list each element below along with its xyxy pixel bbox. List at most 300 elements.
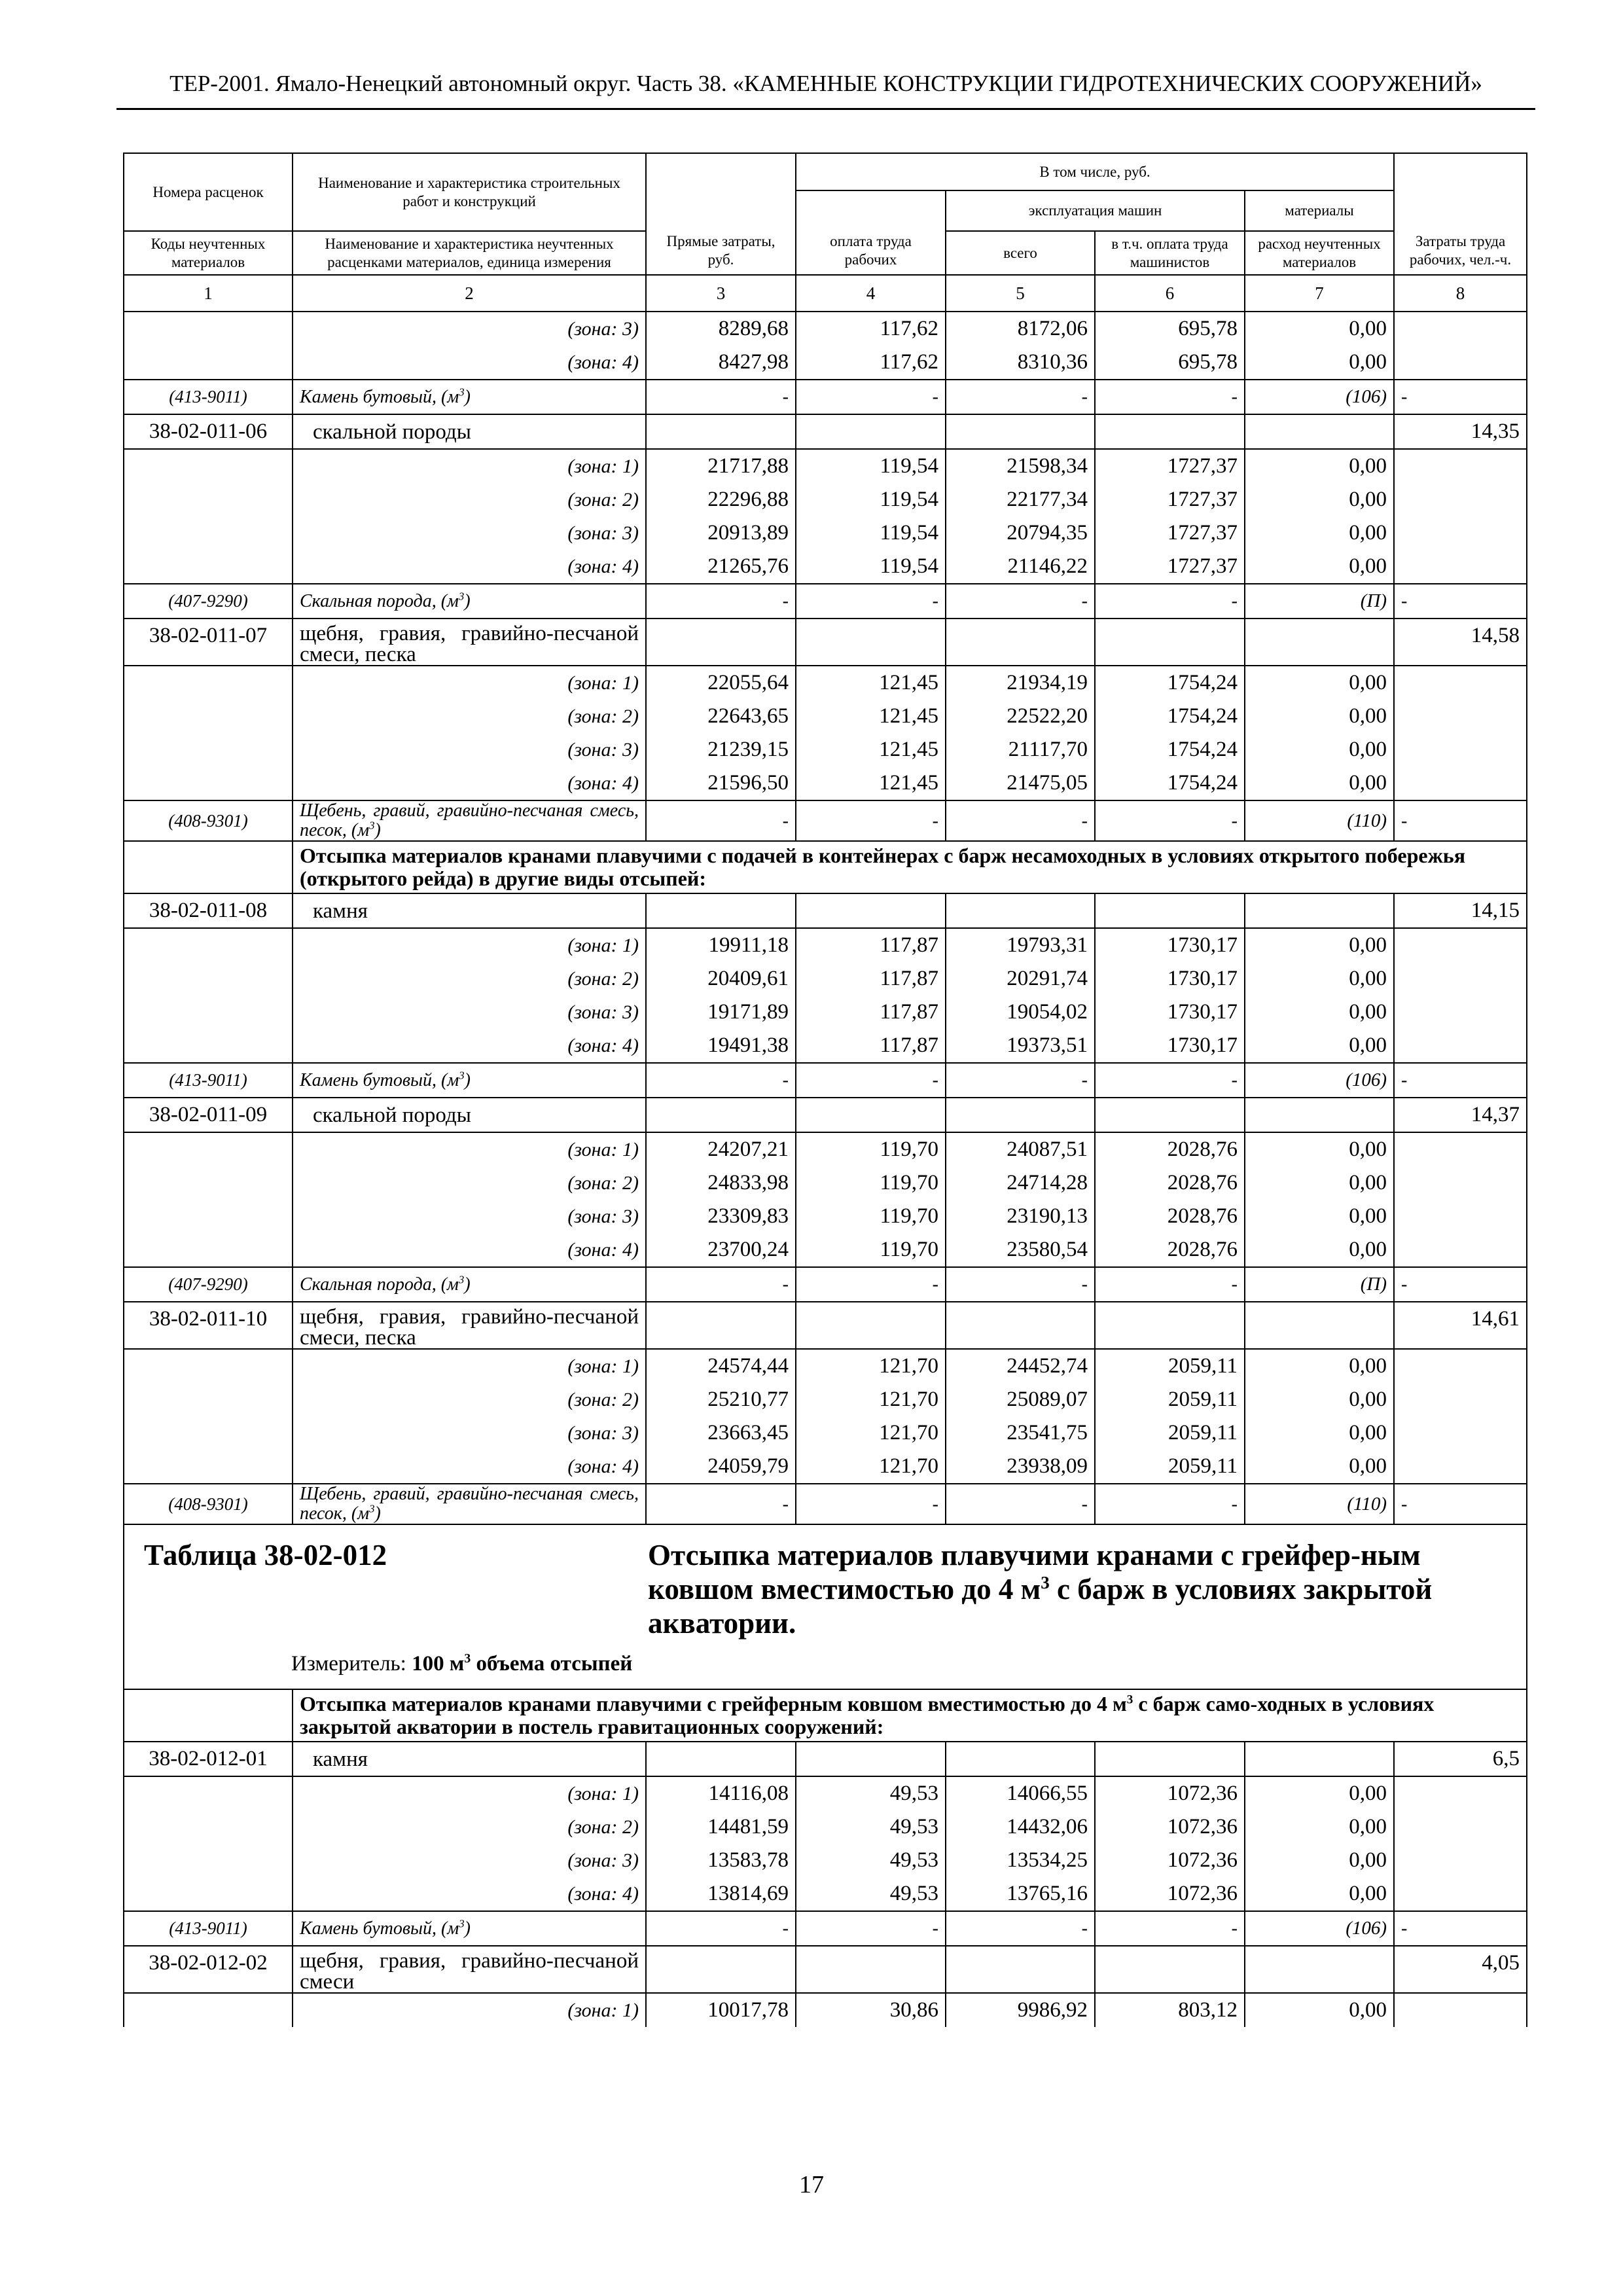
labor-cell-empty [1394, 996, 1527, 1029]
material-usage: (П) [1245, 1267, 1394, 1302]
zone-row [124, 346, 1527, 380]
empty-cell [946, 619, 1095, 666]
machine-cost: 19054,02 [946, 996, 1095, 1029]
material-cost: 0,00 [1245, 766, 1394, 800]
rate-code: 38-02-011-06 [124, 414, 293, 449]
direct-cost: 24059,79 [646, 1450, 796, 1484]
material-name [293, 380, 646, 414]
zone-row [124, 449, 1527, 483]
zone-label: (зона: 2) [293, 483, 646, 516]
machine-cost: 23190,13 [946, 1200, 1095, 1233]
rate-code: 38-02-011-08 [124, 893, 293, 928]
material-cost: 0,00 [1245, 928, 1394, 962]
empty-cell [646, 1742, 796, 1776]
material-row [124, 1063, 1527, 1098]
rate-row [124, 619, 1527, 666]
section-title: Отсыпка материалов кранами плавучими с подачей в контейнерах с барж несамоходных в условиях открытого побережья (открытого рейда) в другие виды отсыпей: [293, 841, 1527, 893]
machine-cost: 21146,22 [946, 550, 1095, 584]
cube-superscript: 3 [369, 819, 375, 832]
labor-cell-empty [1394, 1233, 1527, 1267]
col-num: 6 [1095, 275, 1245, 312]
rate-row [124, 1742, 1527, 1776]
wage-cost: 49,53 [796, 1844, 946, 1877]
col-head-mat-use: расход неучтенных материалов [1245, 231, 1394, 275]
material-cost: 0,00 [1245, 1383, 1394, 1416]
wage-cost: 121,70 [796, 1450, 946, 1484]
section-row [124, 1689, 1527, 1742]
labor-cell-empty [1394, 766, 1527, 800]
machinist-wage: 1754,24 [1095, 733, 1245, 766]
empty-cell [946, 893, 1095, 928]
col-head-code-top: Номера расценок [124, 153, 293, 231]
code-cell-empty [124, 1877, 293, 1911]
code-cell-empty [124, 1776, 293, 1810]
code-cell-empty [124, 766, 293, 800]
work-name: камня [293, 1742, 646, 1776]
material-name-text: Камень бутовый, (м [300, 1918, 459, 1939]
machinist-wage: 1727,37 [1095, 483, 1245, 516]
dash: - [646, 800, 796, 841]
material-code: (413-9011) [124, 380, 293, 414]
direct-cost: 8289,68 [646, 312, 796, 346]
empty-cell [646, 893, 796, 928]
labor-cell-empty [1394, 483, 1527, 516]
col-num: 2 [293, 275, 646, 312]
empty-cell [796, 1098, 946, 1132]
material-name-text: Камень бутовый, (м [300, 386, 459, 407]
labor-cell-empty [1394, 516, 1527, 550]
machine-cost: 20794,35 [946, 516, 1095, 550]
wage-cost: 117,62 [796, 346, 946, 380]
machine-cost: 13765,16 [946, 1877, 1095, 1911]
material-row [124, 1267, 1527, 1302]
machine-cost: 21934,19 [946, 666, 1095, 700]
col-num: 4 [796, 275, 946, 312]
material-name [293, 1063, 646, 1098]
zone-row [124, 1349, 1527, 1383]
material-name [293, 1267, 646, 1302]
empty-cell [1095, 893, 1245, 928]
machinist-wage: 2059,11 [1095, 1383, 1245, 1416]
machinist-wage: 2059,11 [1095, 1450, 1245, 1484]
direct-cost: 23700,24 [646, 1233, 796, 1267]
zone-label: (зона: 1) [293, 1993, 646, 2027]
machinist-wage: 1727,37 [1095, 550, 1245, 584]
col-num: 5 [946, 275, 1095, 312]
col-num: 1 [124, 275, 293, 312]
machinist-wage: 1754,24 [1095, 666, 1245, 700]
code-cell-empty [124, 516, 293, 550]
work-name: щебня, гравия, гравийно-песчаной смеси, песка [293, 619, 646, 666]
labor-cell-empty [1394, 1132, 1527, 1166]
material-cost: 0,00 [1245, 666, 1394, 700]
table-description [648, 1538, 1472, 1640]
labor-cell-empty [1394, 1166, 1527, 1200]
rate-code: 38-02-011-07 [124, 619, 293, 666]
machinist-wage: 2028,76 [1095, 1200, 1245, 1233]
material-code: (413-9011) [124, 1911, 293, 1946]
direct-cost: 10017,78 [646, 1993, 796, 2027]
machine-cost: 8310,36 [946, 346, 1095, 380]
empty-cell [946, 1946, 1095, 1993]
dash: - [646, 1267, 796, 1302]
material-cost: 0,00 [1245, 962, 1394, 996]
machine-cost: 24087,51 [946, 1132, 1095, 1166]
cube-superscript: 3 [459, 386, 465, 399]
machine-cost: 25089,07 [946, 1383, 1095, 1416]
material-name [293, 584, 646, 619]
section-title [293, 1689, 1527, 1742]
labor-cell-empty [1394, 312, 1527, 346]
machinist-wage: 803,12 [1095, 1993, 1245, 2027]
direct-cost: 24207,21 [646, 1132, 796, 1166]
col-head-mach-total: всего [946, 231, 1095, 275]
material-row [124, 380, 1527, 414]
machinist-wage: 1072,36 [1095, 1844, 1245, 1877]
machinist-wage: 695,78 [1095, 312, 1245, 346]
empty-cell [1245, 414, 1394, 449]
material-cost: 0,00 [1245, 1132, 1394, 1166]
section-row [124, 841, 1527, 893]
wage-cost: 121,70 [796, 1416, 946, 1450]
wage-cost: 119,54 [796, 516, 946, 550]
zone-label: (зона: 3) [293, 996, 646, 1029]
dash: - [1095, 1484, 1245, 1524]
zone-row [124, 996, 1527, 1029]
material-cost: 0,00 [1245, 1450, 1394, 1484]
code-cell-empty [124, 962, 293, 996]
wage-cost: 30,86 [796, 1993, 946, 2027]
rate-row [124, 1302, 1527, 1349]
zone-row [124, 1132, 1527, 1166]
machinist-wage: 2028,76 [1095, 1233, 1245, 1267]
zone-label: (зона: 1) [293, 1349, 646, 1383]
col-head-machines: эксплуатация машин [946, 190, 1245, 231]
machinist-wage: 1730,17 [1095, 962, 1245, 996]
zone-row [124, 516, 1527, 550]
dash: - [946, 800, 1095, 841]
unit-value: 100 м [412, 1652, 465, 1676]
zone-label: (зона: 1) [293, 449, 646, 483]
direct-cost: 19171,89 [646, 996, 796, 1029]
section-title-part: с барж само-ходных в условиях закрытой акватории в постель гравитационных сооружений: [300, 1692, 1435, 1738]
dash: - [796, 1484, 946, 1524]
wage-cost: 121,45 [796, 700, 946, 733]
empty-cell [1245, 893, 1394, 928]
material-row [124, 800, 1527, 841]
wage-cost: 49,53 [796, 1776, 946, 1810]
wage-cost: 117,87 [796, 928, 946, 962]
table-title-block [124, 1524, 1527, 1689]
labor-cost: 14,58 [1394, 619, 1527, 666]
zone-row [124, 1810, 1527, 1844]
dash: - [796, 1063, 946, 1098]
table-description-text: с барж в условиях закрытой акватории. [648, 1573, 1433, 1640]
zone-label: (зона: 4) [293, 550, 646, 584]
material-name [293, 1484, 646, 1524]
labor-cost: 6,5 [1394, 1742, 1527, 1776]
dash: - [1394, 1063, 1527, 1098]
material-cost: 0,00 [1245, 700, 1394, 733]
code-cell-empty [124, 1349, 293, 1383]
material-unit-close: ) [464, 1274, 471, 1295]
machinist-wage: 2028,76 [1095, 1132, 1245, 1166]
col-head-labor: Затраты труда рабочих, чел.-ч. [1394, 153, 1527, 275]
direct-cost: 25210,77 [646, 1383, 796, 1416]
direct-cost: 21239,15 [646, 733, 796, 766]
zone-row [124, 700, 1527, 733]
material-name-text: Щебень, гравий, гравийно-песчаная смесь, песок, (м [300, 800, 639, 840]
work-name: щебня, гравия, гравийно-песчаной смеси, песка [293, 1302, 646, 1349]
machine-cost: 23938,09 [946, 1450, 1095, 1484]
labor-cell-empty [1394, 1416, 1527, 1450]
zone-label: (зона: 2) [293, 700, 646, 733]
machine-cost: 19793,31 [946, 928, 1095, 962]
col-head-code-bottom: Коды неучтенных материалов [124, 231, 293, 275]
labor-cell-empty [1394, 1844, 1527, 1877]
machine-cost: 13534,25 [946, 1844, 1095, 1877]
code-cell-empty [124, 1383, 293, 1416]
material-cost: 0,00 [1245, 1166, 1394, 1200]
wage-cost: 121,45 [796, 666, 946, 700]
dash: - [796, 800, 946, 841]
direct-cost: 21265,76 [646, 550, 796, 584]
zone-row [124, 312, 1527, 346]
code-cell-empty [124, 1810, 293, 1844]
col-head-direct: Прямые затраты, руб. [646, 153, 796, 275]
labor-cost: 14,37 [1394, 1098, 1527, 1132]
header-row-1 [124, 153, 1527, 190]
dash: - [1095, 800, 1245, 841]
wage-cost: 117,87 [796, 1029, 946, 1063]
zone-row [124, 666, 1527, 700]
direct-cost: 14116,08 [646, 1776, 796, 1810]
direct-cost: 24574,44 [646, 1349, 796, 1383]
wage-cost: 119,54 [796, 483, 946, 516]
labor-cell-empty [1394, 700, 1527, 733]
col-head-name-bottom: Наименование и характеристика неучтенных расценками материалов, единица измерения [293, 231, 646, 275]
dash: - [946, 1484, 1095, 1524]
zone-row [124, 1877, 1527, 1911]
empty-cell [1245, 619, 1394, 666]
labor-cell-empty [1394, 1029, 1527, 1063]
unit-rest: объема отсыпей [471, 1652, 633, 1676]
zone-row [124, 1416, 1527, 1450]
empty-cell [1245, 1098, 1394, 1132]
wage-cost: 117,87 [796, 996, 946, 1029]
material-cost: 0,00 [1245, 312, 1394, 346]
zone-row [124, 962, 1527, 996]
labor-cell-empty [1394, 1383, 1527, 1416]
machinist-wage: 1730,17 [1095, 996, 1245, 1029]
empty-cell [646, 1098, 796, 1132]
work-name: камня [293, 893, 646, 928]
wage-cost: 121,70 [796, 1383, 946, 1416]
header-rule [116, 108, 1535, 110]
empty-cell [796, 619, 946, 666]
code-cell-empty [124, 550, 293, 584]
wage-cost: 119,70 [796, 1200, 946, 1233]
material-cost: 0,00 [1245, 550, 1394, 584]
dash: - [1095, 1063, 1245, 1098]
wage-cost: 119,70 [796, 1166, 946, 1200]
empty-cell [1095, 1742, 1245, 1776]
labor-cell-empty [1394, 928, 1527, 962]
col-head-wage: оплата труда рабочих [796, 190, 946, 275]
wage-cost: 49,53 [796, 1810, 946, 1844]
code-cell-empty [124, 346, 293, 380]
material-name-text: Скальная порода, (м [300, 1274, 459, 1295]
zone-row [124, 1993, 1527, 2027]
code-cell-empty [124, 449, 293, 483]
empty-cell [1245, 1302, 1394, 1349]
machinist-wage: 1754,24 [1095, 766, 1245, 800]
dash: - [1095, 584, 1245, 619]
direct-cost: 22296,88 [646, 483, 796, 516]
code-cell-empty [124, 1132, 293, 1166]
zone-row [124, 1233, 1527, 1267]
empty-cell [1095, 1098, 1245, 1132]
material-usage: (110) [1245, 800, 1394, 841]
material-cost: 0,00 [1245, 516, 1394, 550]
material-cost: 0,00 [1245, 1776, 1394, 1810]
labor-cell-empty [1394, 1810, 1527, 1844]
labor-cell-empty [1394, 1993, 1527, 2027]
unit-label: Измеритель: [291, 1652, 412, 1676]
machinist-wage: 1072,36 [1095, 1810, 1245, 1844]
empty-cell [646, 414, 796, 449]
code-cell-empty [124, 1844, 293, 1877]
empty-cell [796, 893, 946, 928]
direct-cost: 21717,88 [646, 449, 796, 483]
col-head-name-top: Наименование и характеристика строительных работ и конструкций [293, 153, 646, 231]
zone-label: (зона: 4) [293, 1029, 646, 1063]
material-unit-close: ) [464, 590, 471, 611]
empty-cell [1095, 1302, 1245, 1349]
material-cost: 0,00 [1245, 1810, 1394, 1844]
zone-row [124, 1450, 1527, 1484]
material-name-text: Скальная порода, (м [300, 590, 459, 611]
dash: - [646, 1063, 796, 1098]
machinist-wage: 695,78 [1095, 346, 1245, 380]
dash: - [646, 1911, 796, 1946]
zone-label: (зона: 3) [293, 1844, 646, 1877]
zone-label: (зона: 3) [293, 516, 646, 550]
machine-cost: 21117,70 [946, 733, 1095, 766]
material-code: (413-9011) [124, 1063, 293, 1098]
material-unit-close: ) [464, 1069, 471, 1090]
empty-cell [646, 1302, 796, 1349]
labor-cost: 4,05 [1394, 1946, 1527, 1993]
empty-cell [946, 1742, 1095, 1776]
material-name [293, 1911, 646, 1946]
zone-label: (зона: 3) [293, 1416, 646, 1450]
work-name: скальной породы [293, 414, 646, 449]
page-number: 17 [799, 2171, 824, 2198]
zone-label: (зона: 2) [293, 1166, 646, 1200]
dash: - [946, 1063, 1095, 1098]
labor-cost: 14,15 [1394, 893, 1527, 928]
machinist-wage: 1730,17 [1095, 1029, 1245, 1063]
machinist-wage: 2059,11 [1095, 1349, 1245, 1383]
direct-cost: 24833,98 [646, 1166, 796, 1200]
col-head-materials: материалы [1245, 190, 1394, 231]
dash: - [946, 584, 1095, 619]
table-description-text: Отсыпка материалов плавучими кранами с грейфер-ным ковшом вместимостью до 4 м [648, 1539, 1421, 1605]
dash: - [946, 380, 1095, 414]
zone-label: (зона: 2) [293, 962, 646, 996]
zone-row [124, 1383, 1527, 1416]
cube-superscript: 3 [1041, 1573, 1050, 1592]
dash: - [946, 1911, 1095, 1946]
code-cell-empty [124, 1029, 293, 1063]
zone-label: (зона: 2) [293, 1383, 646, 1416]
empty-cell [796, 1946, 946, 1993]
labor-cell-empty [1394, 1349, 1527, 1383]
material-cost: 0,00 [1245, 733, 1394, 766]
rate-code: 38-02-012-01 [124, 1742, 293, 1776]
section-code-empty [124, 1689, 293, 1742]
zone-row [124, 1776, 1527, 1810]
machinist-wage: 1727,37 [1095, 516, 1245, 550]
table-unit [291, 1651, 632, 1677]
material-name [293, 800, 646, 841]
code-cell-empty [124, 312, 293, 346]
table-body [124, 153, 1527, 2027]
cube-superscript: 3 [459, 1069, 465, 1082]
empty-cell [646, 619, 796, 666]
zone-label: (зона: 4) [293, 766, 646, 800]
dash: - [646, 584, 796, 619]
empty-cell [1245, 1742, 1394, 1776]
material-cost: 0,00 [1245, 1844, 1394, 1877]
machine-cost: 22177,34 [946, 483, 1095, 516]
material-name-text: Камень бутовый, (м [300, 1069, 459, 1090]
dash: - [646, 380, 796, 414]
labor-cell-empty [1394, 666, 1527, 700]
table-number: Таблица 38-02-012 [144, 1539, 387, 1571]
machine-cost: 8172,06 [946, 312, 1095, 346]
zone-row [124, 1200, 1527, 1233]
machine-cost: 19373,51 [946, 1029, 1095, 1063]
material-unit-close: ) [374, 1503, 381, 1524]
material-cost: 0,00 [1245, 1877, 1394, 1911]
dash: - [796, 380, 946, 414]
wage-cost: 119,54 [796, 550, 946, 584]
work-name: скальной породы [293, 1098, 646, 1132]
wage-cost: 49,53 [796, 1877, 946, 1911]
zone-label: (зона: 1) [293, 666, 646, 700]
zone-row [124, 483, 1527, 516]
direct-cost: 23309,83 [646, 1200, 796, 1233]
work-name: щебня, гравия, гравийно-песчаной смеси [293, 1946, 646, 1993]
zone-label: (зона: 2) [293, 1810, 646, 1844]
machine-cost: 21475,05 [946, 766, 1095, 800]
dash: - [1394, 800, 1527, 841]
machine-cost: 24714,28 [946, 1166, 1095, 1200]
wage-cost: 117,62 [796, 312, 946, 346]
direct-cost: 22055,64 [646, 666, 796, 700]
labor-cost: 14,61 [1394, 1302, 1527, 1349]
material-usage: (110) [1245, 1484, 1394, 1524]
machinist-wage: 1072,36 [1095, 1877, 1245, 1911]
rate-row [124, 893, 1527, 928]
zone-row [124, 766, 1527, 800]
labor-cell-empty [1394, 449, 1527, 483]
dash: - [1095, 1911, 1245, 1946]
empty-cell [796, 414, 946, 449]
rate-row [124, 1098, 1527, 1132]
